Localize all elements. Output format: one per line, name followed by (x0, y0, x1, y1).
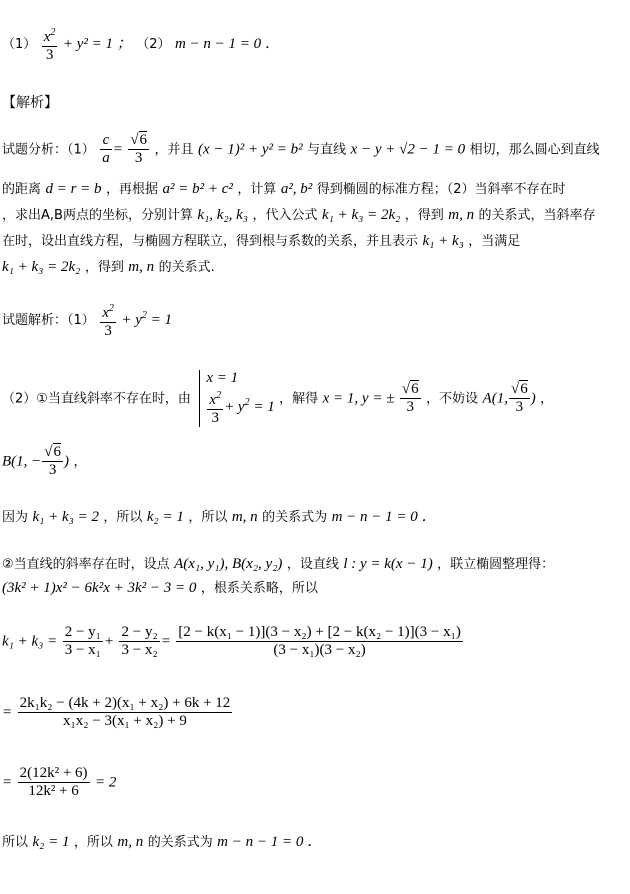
analysis-text: ，求出A,B两点的坐标，分别计算 (2, 208, 193, 223)
k-formula: k₁ + k₃ = 2k₂ (321, 207, 401, 223)
fraction-1: $\frac{\text{2 − y₁}}{\text{3 − x₁}}$ (64, 624, 101, 658)
solution-text: ，设直线 (286, 557, 339, 572)
derivation-line-3: = $\frac{\text{2(12k² + 6)}}{\text{12k² + 6}}$ = 2 (2, 765, 117, 799)
line-eq: x − y + √2 − 1 = 0 (350, 141, 466, 158)
solution-lead: 试题解析：（1） (2, 313, 95, 328)
analysis-text: ，代入公式 (252, 208, 318, 223)
derivation-line-1: k₁ + k₃ = $\frac{\text{2 − y₁}}{\text{3 − x₁}}$ + $\frac{\text{2 − y₂}}{\text{3 − x₂}}$ = $\frac{\text{[2 − k(x₁ − 1)](3 − x₂) + [2 − k(x₂ − 1)](3 − x₁)}}{\text{(3 − x₁)(3 − x₂)}}$ (2, 624, 461, 658)
analysis-text: 与直线 (307, 142, 347, 158)
solution-text: ，联立椭圆整理得： (437, 557, 555, 572)
point-a: A(1, (482, 390, 508, 407)
point-b: B(1, − (2, 453, 42, 470)
k-vars: k₁, k₂, k₃ (197, 207, 249, 223)
mn-vars: m, n (128, 259, 155, 275)
mn-vars: m, n (117, 834, 144, 850)
fraction-5: $\frac{\text{2(12k² + 6)}}{\text{12k² + 6}}$ (19, 765, 88, 799)
circle-eq: (x − 1)² + y² = b² (197, 141, 303, 158)
solution-last-line (2, 830, 322, 851)
solution-text: ，所以 (73, 835, 113, 850)
analysis-text: 的距离 (2, 182, 42, 197)
solution-line-2: （2）①当直线斜率不存在时，由 x = 1 $\frac{x^2}{3}$ + $y^2 = 1$ ，解得 x = 1, y = ± $\frac{√6}{3}$ ，不妨设 A(1, $\frac{√6}{3}$ ) ， (2, 370, 554, 426)
answer-part2-eq: m − n − 1 = 0 ． (174, 36, 280, 52)
analysis-text: ，得到 (84, 260, 124, 275)
k-formula: k₁ + k₃ = 2k₂ (2, 259, 81, 275)
comma: ， (73, 454, 87, 470)
solution-text: 的关系式为 (147, 835, 213, 850)
analysis-text: ，得到 (404, 208, 444, 223)
line-l: l : y = k(x − 1) (343, 556, 433, 572)
final-eq: m − n − 1 = 0 ． (331, 509, 437, 525)
solution-text: ②当直线的斜率存在时，设点 (2, 557, 170, 572)
ab-vars: a², b² (280, 181, 313, 197)
solution-text: （2）①当直线斜率不存在时，由 (2, 391, 191, 407)
quadratic-eq: (3k² + 1)x² − 6k²x + 3k² − 3 = 0 (2, 580, 197, 596)
fraction-2: $\frac{\text{2 − y₂}}{\text{3 − x₂}}$ (121, 624, 158, 658)
distance-eq: d = r = b (45, 181, 102, 197)
analysis-text: 的关系式，当斜率存 (478, 208, 596, 223)
solution-text: ，所以 (103, 510, 143, 525)
mn-vars: m, n (231, 509, 258, 525)
analysis-line-3 (2, 204, 596, 224)
solution-line-4 (2, 505, 437, 526)
k2-eq: k₂ = 1 (146, 509, 184, 525)
solution-line-3: B(1, − $\frac{√6}{3}$ ) ， (2, 444, 87, 478)
analysis-line-4 (2, 230, 520, 250)
mn-vars: m, n (448, 207, 475, 223)
solution-line-5 (2, 553, 554, 573)
analysis-text: ，计算 (237, 182, 277, 197)
analysis-line-1: 试题分析：（1） $\frac{c}{a}$ = $\frac{√6}{3}$ ，并且 (x − 1)² + y² = b² 与直线 x − y + √2 − 1 = 0 相切，那么圆心到直线 (2, 132, 600, 166)
analysis-text: ，当满足 (468, 234, 521, 249)
solution-text: ，根系关系略，所以 (200, 581, 318, 596)
analysis-text: 相切，那么圆心到直线 (469, 142, 600, 158)
analysis-text: 在时，设出直线方程，与椭圆方程联立，得到根与系数的关系，并且表示 (2, 234, 419, 249)
answer-line (2, 24, 280, 64)
derivation-line-2: = $\frac{\text{2k₁k₂ − (4k + 2)(x₁ + x₂) + 6k + 12}}{\text{x₁x₂ − 3(x₁ + x₂) + 9}}$ (2, 695, 231, 729)
comma: ， (540, 391, 554, 407)
equation-system: x = 1 $\frac{x^2}{3}$ + $y^2 = 1$ (199, 370, 274, 427)
answer-part1-eq: + y² = 1 ； (62, 36, 132, 52)
abc-eq: a² = b² + c² (162, 181, 233, 197)
k13-eq: k₁ + k₃ = 2 (32, 509, 99, 525)
sqrt6-over-3: $\frac{√6}{3}$ (130, 132, 148, 166)
k13-lhs: k₁ + k₃ = (2, 633, 58, 650)
fraction-5-rhs: = 2 (94, 774, 117, 791)
solve-expr: x = 1, y = ± (322, 390, 395, 407)
analysis-text: 得到椭圆的标准方程；（2）当斜率不存在时 (316, 182, 566, 197)
solution-line-1: 试题解析：（1） $\frac{x^2}{3}$ + $y^2 = 1$ (2, 300, 172, 340)
solution-line-6 (2, 577, 318, 597)
k13-expr: k₁ + k₃ (422, 233, 464, 249)
solution-text: 因为 (2, 510, 29, 525)
analysis-lead: 试题分析：（1） (2, 142, 95, 158)
analysis-text: ，再根据 (106, 182, 159, 197)
system-top: x = 1 (206, 370, 239, 386)
analysis-line-5 (2, 256, 215, 276)
k2-eq: k₂ = 1 (32, 834, 70, 850)
answer-fraction: $\frac{x^2}{3}$ (42, 24, 58, 64)
analysis-text: ，并且 (154, 142, 194, 158)
solution-text: ，解得 (279, 391, 319, 407)
final-eq: m − n − 1 = 0 ． (217, 834, 323, 850)
sqrt6-over-3: $\frac{√6}{3}$ (401, 381, 419, 415)
ellipse-fraction: $\frac{x^2}{3}$ (100, 300, 116, 340)
analysis-text: 的关系式. (158, 260, 215, 275)
section-title: 【解析】 (2, 95, 58, 111)
solution-text: ，不妨设 (426, 391, 479, 407)
answer-part1-label: （1） (2, 37, 37, 52)
fraction-4: $\frac{\text{2k₁k₂ − (4k + 2)(x₁ + x₂) + 6k + 12}}{\text{x₁x₂ − 3(x₁ + x₂) + 9}}$ (19, 695, 231, 729)
solution-text: 所以 (2, 835, 29, 850)
answer-part2-label: （2） (136, 37, 171, 52)
c-over-a-fraction: $\frac{c}{a}$ (102, 132, 110, 166)
solution-text: ，所以 (188, 510, 228, 525)
ab-points: A(x₁, y₁), B(x₂, y₂) (174, 556, 283, 572)
fraction-3: $\frac{\text{[2 − k(x₁ − 1)](3 − x₂) + [2 − k(x₂ − 1)](3 − x₁)}}{\text{(3 − x₁)(3 − x₂)}}$ (178, 624, 461, 658)
analysis-line-2 (2, 178, 566, 198)
solution-text: 的关系式为 (262, 510, 328, 525)
